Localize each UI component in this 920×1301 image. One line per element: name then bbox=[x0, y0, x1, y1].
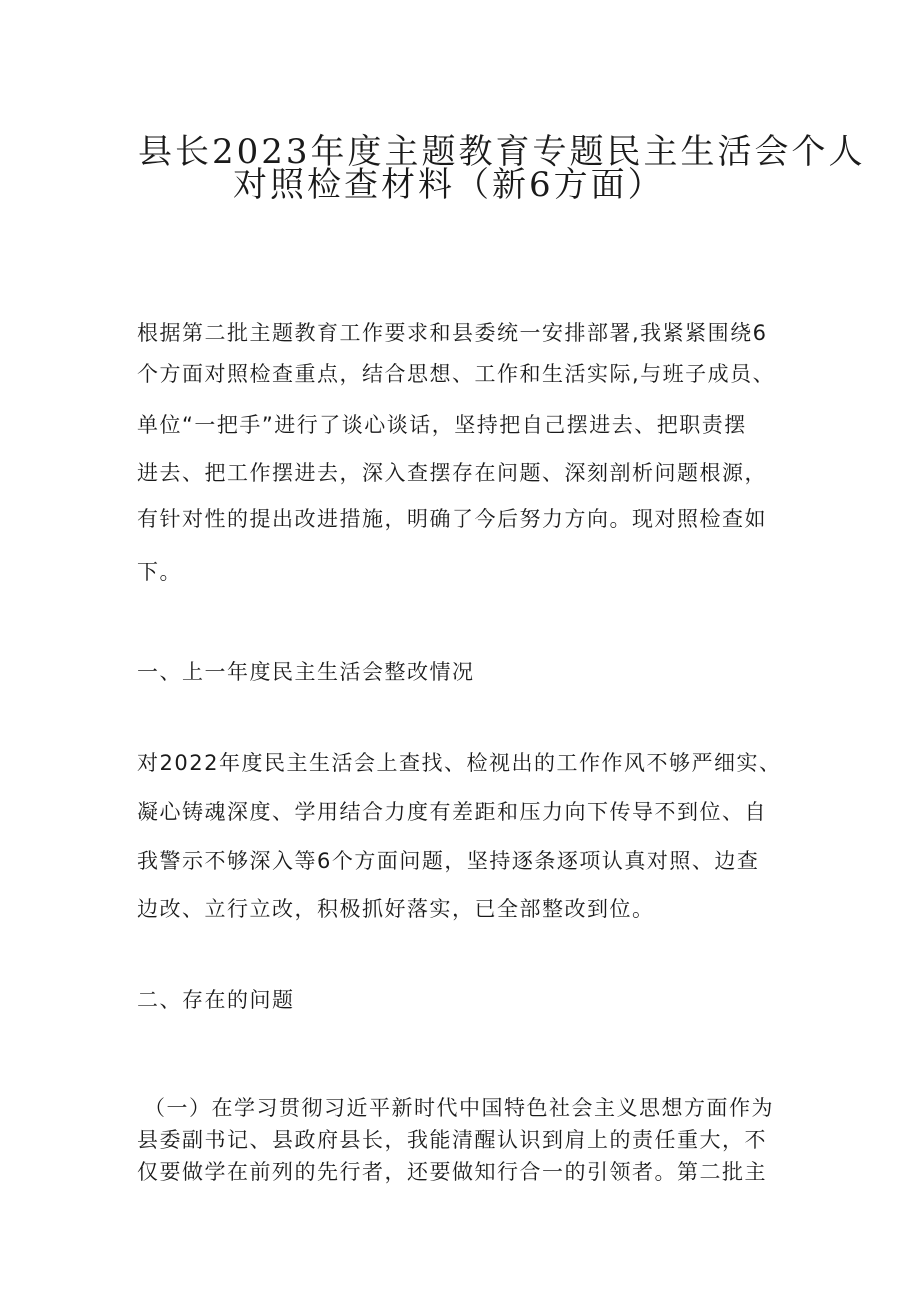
section-1-line: 边改、立行立改，积极抓好落实，已全部整改到位。 bbox=[137, 897, 655, 921]
intro-line: 下。 bbox=[137, 560, 182, 584]
intro-line: 有针对性的提出改进措施，明确了今后努力方向。现对照检查如 bbox=[137, 507, 767, 531]
intro-line: 进去、把工作摆进去，深入查摆存在问题、深刻剖析问题根源， bbox=[137, 461, 767, 485]
section-1-line: 凝心铸魂深度、学用结合力度有差距和压力向下传导不到位、自 bbox=[137, 800, 767, 824]
intro-line: 单位“一把手”进行了谈心谈话，坚持把自己摆进去、把职责摆 bbox=[137, 413, 747, 437]
section-2-line: （一）在学习贯彻习近平新时代中国特色社会主义思想方面作为 bbox=[144, 1096, 774, 1120]
section-1-heading: 一、上一年度民主生活会整改情况 bbox=[137, 660, 475, 684]
section-2-line: 县委副书记、县政府县长，我能清醒认识到肩上的责任重大，不 bbox=[137, 1128, 767, 1152]
document-title-line-2: 对照检查材料（新6方面） bbox=[233, 165, 665, 205]
section-2-line: 仅要做学在前列的先行者，还要做知行合一的引领者。第二批主 bbox=[137, 1160, 767, 1184]
document-title-line-1: 县长2023年度主题教育专题民主生活会个人 bbox=[138, 132, 866, 172]
intro-line: 根据第二批主题教育工作要求和县委统一安排部署,我紧紧围绕6 bbox=[137, 321, 768, 345]
intro-line: 个方面对照检查重点，结合思想、工作和生活实际,与班子成员、 bbox=[137, 362, 776, 386]
section-1-line: 对2022年度民主生活会上查找、检视出的工作作风不够严细实、 bbox=[137, 751, 782, 775]
section-2-heading: 二、存在的问题 bbox=[137, 988, 295, 1012]
section-1-line: 我警示不够深入等6个方面问题，坚持逐条逐项认真对照、边查 bbox=[137, 849, 760, 873]
